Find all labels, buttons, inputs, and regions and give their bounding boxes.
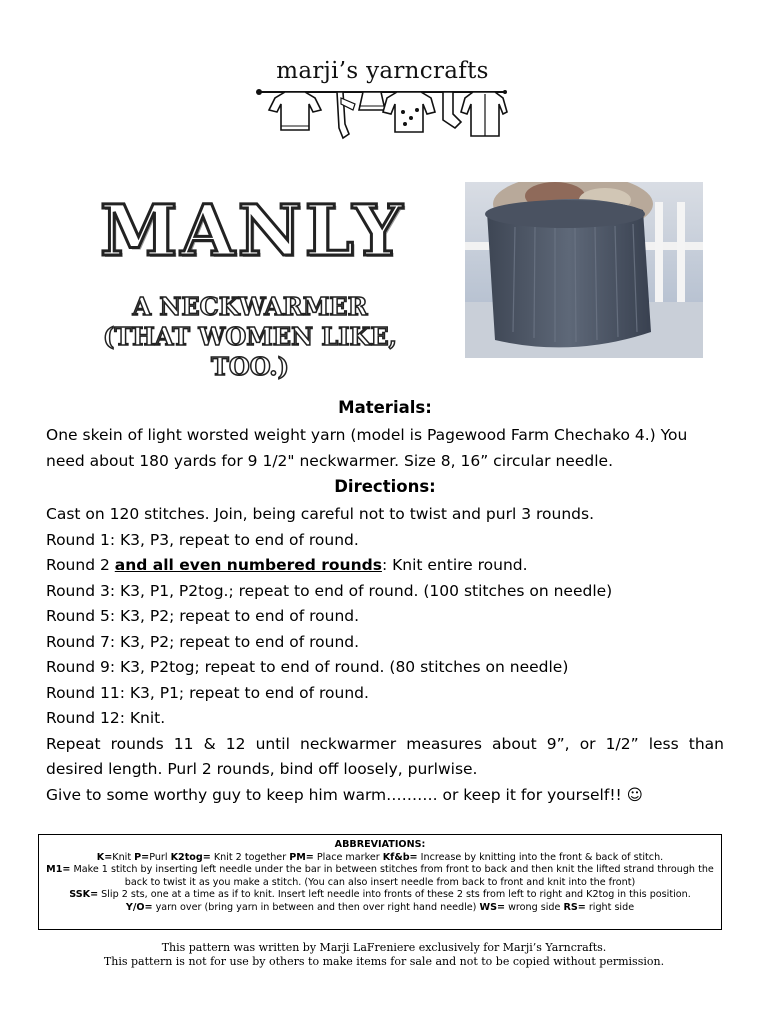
- abbr-key: Kf&b=: [382, 851, 418, 863]
- materials-paragraph: One skein of light worsted weight yarn (model is Pagewood Farm Chechako 4.) You need about 180 yards for 9 1/2" neckwarmer. Size 8, 16” circular needle.: [46, 426, 688, 470]
- abbr-line-1: [39, 852, 721, 865]
- materials-heading: Materials:: [338, 398, 432, 417]
- abbr-val: Knit: [112, 851, 135, 863]
- logo-text: marji’s yarncrafts: [276, 58, 489, 84]
- yarn-logo-icon: [255, 84, 510, 146]
- round-1: Round 1: K3, P3, repeat to end of round.: [46, 530, 359, 549]
- footer-line-1: This pattern was written by Marji LaFreniere exclusively for Marji’s Yarncrafts.: [161, 941, 607, 954]
- abbr-key: M1=: [46, 864, 71, 875]
- abbr-line-3: [39, 889, 721, 902]
- round-2-prefix: Round 2: [46, 556, 115, 574]
- round-5: Round 5: K3, P2; repeat to end of round.: [46, 607, 360, 625]
- copyright-footer: [0, 941, 768, 969]
- round-7: Round 7: K3, P2; repeat to end of round.: [46, 632, 360, 651]
- abbr-val: Purl: [149, 851, 171, 863]
- round-2-emphasis: and all even numbered rounds: [114, 556, 382, 574]
- closing-line: Give to some worthy guy to keep him warm………. or keep it for yourself!! ☺: [46, 785, 643, 804]
- footer-line-2: This pattern is not for use by others to make items for sale and not to be copied without permission.: [103, 955, 665, 968]
- round-11: Round 11: K3, P1; repeat to end of round.: [46, 683, 369, 702]
- cast-on-line: Cast on 120 stitches. Join, being careful not to twist and purl 3 rounds.: [46, 505, 594, 523]
- abbr-val: Increase by knitting into the front & back of stitch.: [417, 851, 664, 863]
- abbr-val: right side: [585, 901, 635, 913]
- abbr-line-2: [39, 864, 721, 889]
- abbreviations-box: [38, 834, 722, 930]
- directions-text: [46, 502, 724, 808]
- abbr-val: yarn over (bring yarn in between and then over right hand needle): [152, 901, 480, 913]
- abbr-line-4: [39, 902, 721, 915]
- round-3: Round 3: K3, P1, P2tog.; repeat to end of round. (100 stitches on needle): [46, 581, 613, 600]
- abbreviations-heading: ABBREVIATIONS:: [334, 839, 426, 850]
- abbr-key: PM=: [289, 851, 314, 863]
- round-12: Round 12: Knit.: [46, 709, 166, 727]
- page-title: MANLY: [100, 189, 406, 272]
- neckwarmer-photo: [465, 182, 703, 358]
- brand-logo: [255, 58, 510, 146]
- round-2-suffix: : Knit entire round.: [381, 556, 528, 574]
- abbr-key: RS=: [563, 901, 586, 913]
- abbr-key: P=: [134, 851, 150, 863]
- round-9: Round 9: K3, P2tog; repeat to end of round. (80 stitches on needle): [46, 658, 569, 676]
- abbr-val: Make 1 stitch by inserting left needle under the bar in between stitches from front to back and then knit the lifted strand through the back to twist it as you make a stitch. (You can also insert needle from back to front and knit into the front): [70, 864, 714, 888]
- repeat-line-1: Repeat rounds 11 & 12 until neckwarmer measures about 9”, or 1/2” less than: [46, 734, 724, 753]
- round-2: [46, 553, 724, 579]
- repeat-line-2: desired length. Purl 2 rounds, bind off loosely, purlwise.: [46, 760, 478, 778]
- abbr-key: SSK=: [69, 889, 99, 900]
- abbr-val: wrong side: [505, 901, 564, 913]
- materials-text: [46, 423, 724, 474]
- abbr-key: WS=: [479, 901, 506, 913]
- abbr-val: Place marker: [313, 851, 383, 863]
- abbr-key: K2tog=: [170, 851, 211, 863]
- abbr-key: Y/O=: [125, 901, 153, 913]
- page-subtitle: A NECKWARMER (THAT WOMEN LIKE, TOO.): [102, 292, 398, 381]
- abbr-key: K=: [96, 851, 113, 863]
- abbr-val: Slip 2 sts, one at a time as if to knit. Insert left needle into fronts of these 2 sts from left to right and K2tog in this position.: [98, 889, 691, 900]
- abbr-val: Knit 2 together: [210, 851, 290, 863]
- directions-heading: Directions:: [334, 477, 436, 496]
